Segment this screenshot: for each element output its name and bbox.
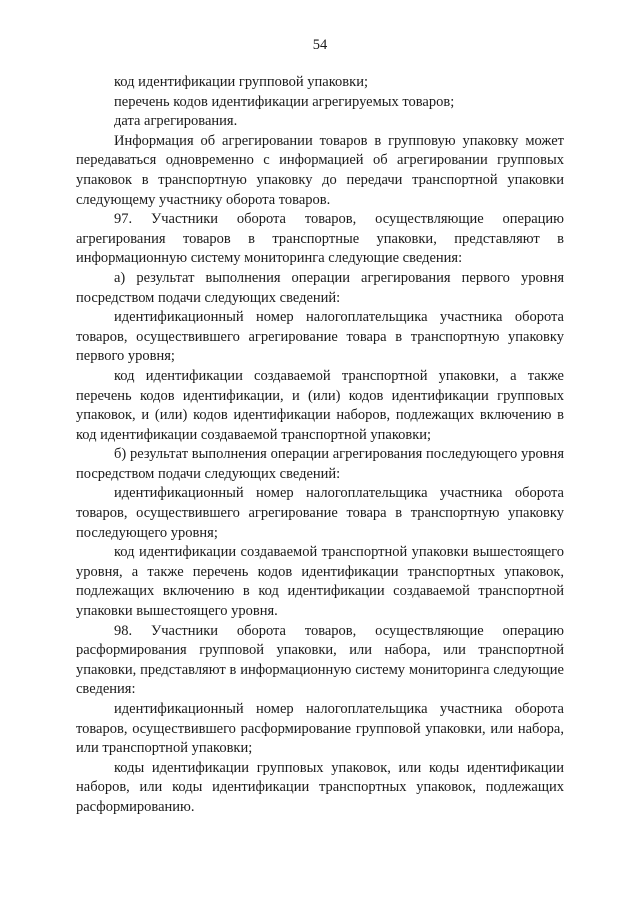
paragraph: код идентификации создаваемой транспортной упаковки, а также перечень кодов идентификации, и (или) кодов идентификации групповых упаковок, и (или) кодов идентификации наборов, подлежащих включению в код идентификации создаваемой транспортной упаковки; bbox=[76, 367, 564, 443]
paragraph: идентификационный номер налогоплательщика участника оборота товаров, осуществившего агрегирование товара в транспортную упаковку первого уровня; bbox=[76, 309, 564, 365]
document-body bbox=[76, 73, 564, 818]
paragraph: идентификационный номер налогоплательщика участника оборота товаров, осуществившего агрегирование товара в транспортную упаковку последующего уровня; bbox=[76, 485, 564, 541]
paragraph: перечень кодов идентификации агрегируемых товаров; bbox=[114, 93, 455, 110]
paragraph: Информация об агрегировании товаров в групповую упаковку может передаваться одновременно с информацией об агрегировании групповых упаковок в транспортную упаковку до передачи транспортной упаковки следующему участнику оборота товаров. bbox=[76, 132, 564, 208]
paragraph: дата агрегирования. bbox=[114, 113, 238, 130]
paragraph: б) результат выполнения операции агрегирования последующего уровня посредством подачи следующих сведений: bbox=[76, 446, 564, 482]
paragraph: коды идентификации групповых упаковок, или коды идентификации наборов, или коды идентификации транспортных упаковок, подлежащих расформированию. bbox=[76, 759, 564, 815]
paragraph: код идентификации групповой упаковки; bbox=[114, 74, 368, 90]
paragraph: 97. Участники оборота товаров, осуществляющие операцию агрегирования товаров в транспортные упаковки, представляют в информационную систему мониторинга следующие сведения: bbox=[76, 211, 564, 267]
paragraph: код идентификации создаваемой транспортной упаковки вышестоящего уровня, а также перечень кодов идентификации транспортных упаковок, подлежащих включению в код идентификации создаваемой транспортной упаковки вышестоящего уровня. bbox=[76, 544, 564, 620]
paragraph: 98. Участники оборота товаров, осуществляющие операцию расформирования групповой упаковки, или набора, или транспортной упаковки, представляют в информационную систему мониторинга следующие сведения: bbox=[76, 622, 564, 698]
paragraph: а) результат выполнения операции агрегирования первого уровня посредством подачи следующих сведений: bbox=[76, 269, 564, 306]
page-number: 54 bbox=[312, 37, 328, 53]
paragraph: идентификационный номер налогоплательщика участника оборота товаров, осуществившего расформирование групповой упаковки, или набора, или транспортной упаковки; bbox=[76, 701, 564, 757]
